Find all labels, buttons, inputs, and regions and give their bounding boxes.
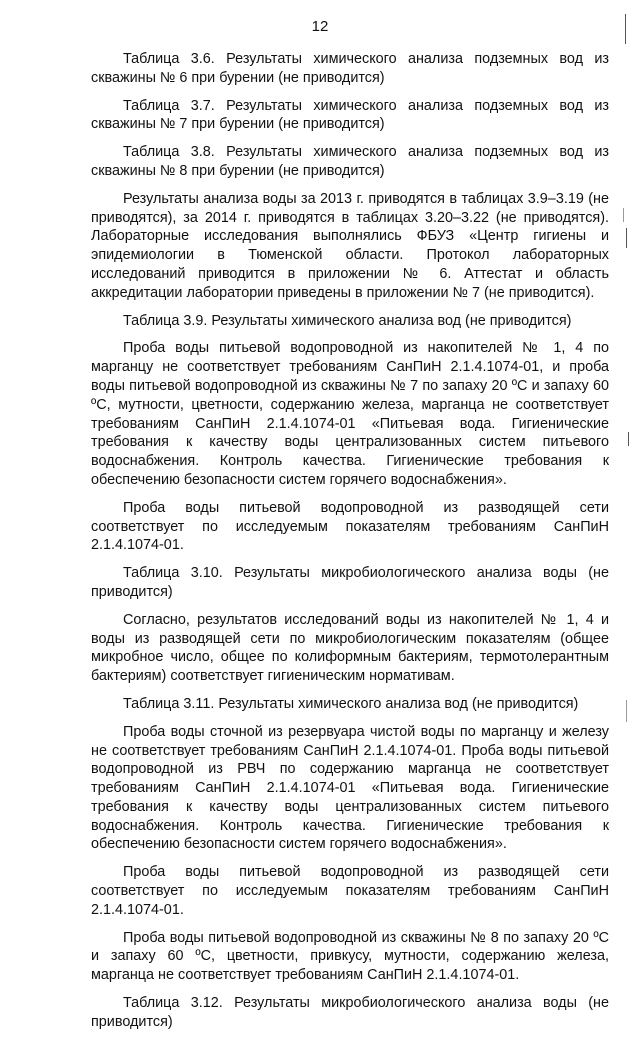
table-3-12-caption: Таблица 3.12. Результаты микробиологического анализа воды (не приводится) (91, 995, 609, 1030)
table-3-10-caption: Таблица 3.10. Результаты микробиологического анализа воды (не приводится) (91, 565, 609, 600)
distribution-network-conformity-paragraph: Проба воды питьевой водопроводной из разводящей сети соответствует по исследуемым показателям требованиям СанПиН 2.1.4.1074-01. (91, 499, 609, 554)
table-3-8-caption: Таблица 3.8. Результаты химического анализа подземных вод из скважины № 8 при бурении (не приводится) (91, 144, 609, 179)
page-number: 12 (311, 18, 329, 35)
well-8-sample-paragraph: Проба воды питьевой водопроводной из скважины № 8 по запаху 20 ºС и запаху 60 ºС, цветности, привкусу, мутности, содержанию железа, марганца не соответствует требованиям СанПиН 2.1.4.1074-01. (91, 929, 609, 984)
scan-mark (628, 432, 629, 446)
table-3-7-caption: Таблица 3.7. Результаты химического анализа подземных вод из скважины № 7 при бурении (не приводится) (91, 97, 609, 133)
scan-mark (626, 228, 627, 248)
table-3-9-caption: Таблица 3.9. Результаты химического анализа вод (не приводится) (123, 312, 572, 329)
scan-mark (626, 700, 627, 722)
page-body (91, 50, 609, 1041)
scan-mark (625, 14, 626, 44)
scan-mark (623, 208, 624, 222)
microbiology-results-paragraph: Согласно, результатов исследований воды из накопителей № 1, 4 и воды из разводящей сети по микробиологическим показателям (общее микробное число, общее по колиформным бактериям, термотолерантным бактериям) соответствует гигиеническим нормативам. (91, 611, 609, 685)
wastewater-sample-paragraph: Проба воды сточной из резервуара чистой воды по марганцу и железу не соответствует требованиям СанПиН 2.1.4.1074-01. Проба воды питьевой водопроводной из РВЧ по содержанию марганца не соответствует требованиям СанПиН 2.1.4.1074-01 «Питьевая вода. Гигиенические требования к качеству воды централизованных систем питьевого водоснабжения. Контроль качества. Гигиенические требования к обеспечению безопасности систем горячего водоснабжения». (91, 723, 609, 853)
table-3-11-caption: Таблица 3.11. Результаты химического анализа вод (не приводится) (123, 695, 579, 712)
distribution-network-conformity-paragraph-2: Проба воды питьевой водопроводной из разводящей сети соответствует по исследуемым показателям требованиям СанПиН 2.1.4.1074-01. (91, 864, 609, 918)
manganese-nonconformity-paragraph: Проба воды питьевой водопроводной из накопителей № 1, 4 по марганцу не соответствует требованиям СанПиН 2.1.4.1074-01, и проба воды питьевой водопроводной из скважины № 7 по запаху 20 ºС и запаху 60 ºС, мутности, цветности, содержанию железа, марганца не соответствует требованиям СанПиН 2.1.4.1074-01 «Питьевая вода. Гигиенические требования к качеству воды централизованных систем питьевого водоснабжения. Контроль качества. Гигиенические требования к обеспечению безопасности систем горячего водоснабжения». (91, 340, 609, 488)
table-3-6-caption: Таблица 3.6. Результаты химического анализа подземных вод из скважины № 6 при бурении (не приводится) (91, 51, 609, 86)
results-2013-2014-paragraph: Результаты анализа воды за 2013 г. приводятся в таблицах 3.9–3.19 (не приводятся), за 2014 г. приводятся в таблицах 3.20–3.22 (не приводятся). Лабораторные исследования выполнялись ФБУЗ «Центр гигиены и эпидемиологии в Тюменской области. Протокол лабораторных исследований приводится в приложении № 6. Аттестат и область аккредитации лаборатории приведены в приложении № 7 (не приводится). (91, 190, 609, 301)
